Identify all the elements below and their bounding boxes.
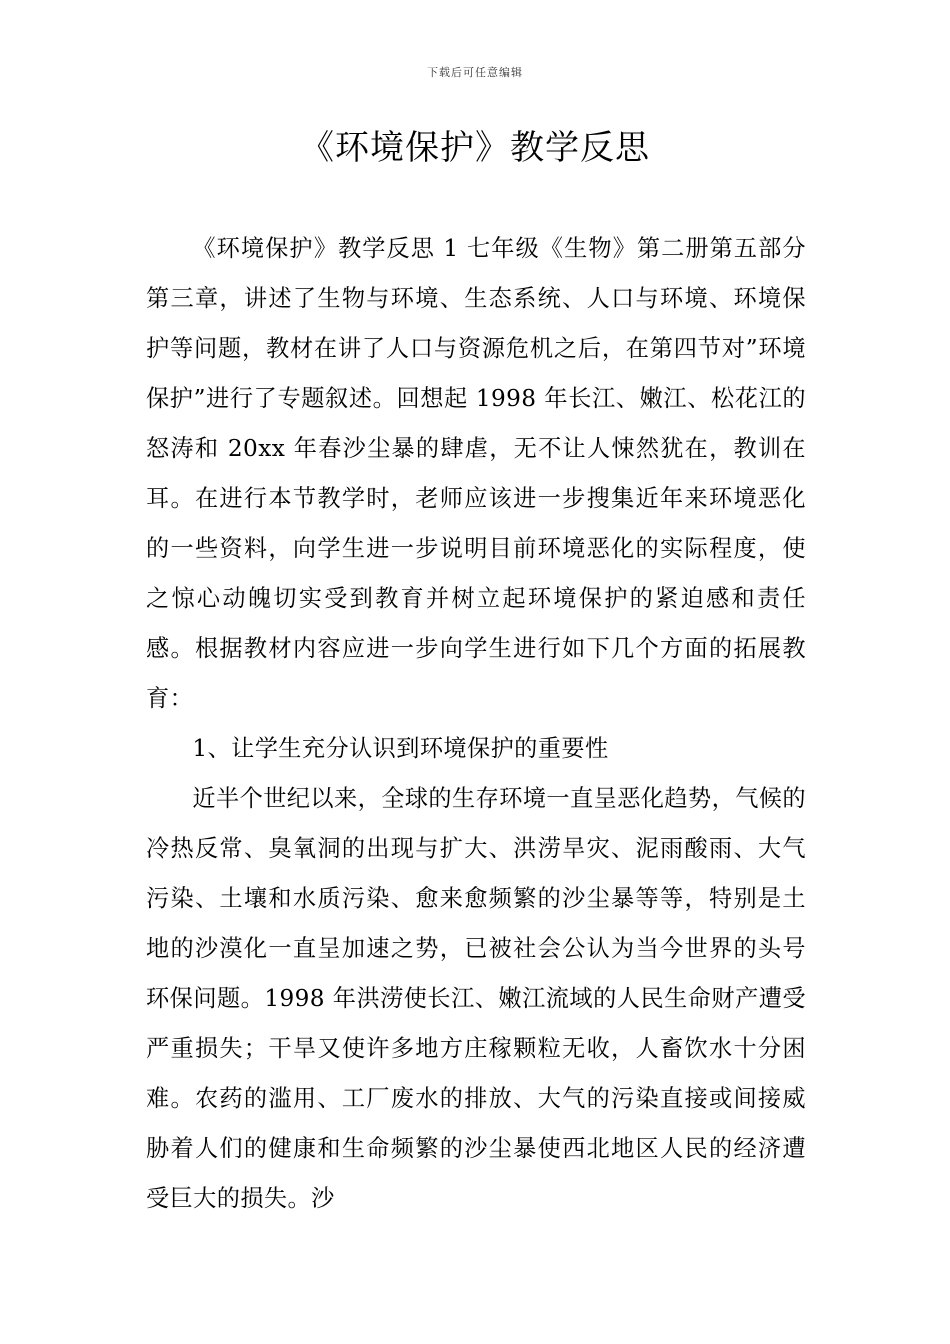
paragraph-environment: 近半个世纪以来，全球的生存环境一直呈恶化趋势，气候的冷热反常、臭氧洞的出现与扩大、洪涝旱灾、泥雨酸雨、大气污染、土壤和水质污染、愈来愈频繁的沙尘暴等等，特别是土地的沙漠化一直呈加速之势，已被社会公认为当今世界的头号环保问题。1998 年洪涝使长江、嫩江流域的人民生命财产遭受严重损失；干旱又使许多地方庄稼颗粒无收，人畜饮水十分困难。农药的滥用、工厂废水的排放、大气的污染直接或间接威胁着人们的健康和生命频繁的沙尘暴使西北地区人民的经济遭受巨大的损失。沙 <box>146 785 806 1212</box>
paragraph-heading-1: 1、让学生充分认识到环境保护的重要性 <box>192 735 609 762</box>
document-title: 《环境保护》教学反思 <box>300 128 650 168</box>
header-note: 下载后可任意编辑 <box>427 66 523 79</box>
paragraph-intro: 《环境保护》教学反思 1 七年级《生物》第二册第五部分第三章，讲述了生物与环境、生态系统、人口与环境、环境保护等问题，教材在讲了人口与资源危机之后，在第四节对”环境保护”进行了专题叙述。回想起 1998 年长江、嫩江、松花江的怒涛和 20xx 年春沙尘暴的肆虐，无不让人悚然犹在，教训在耳。在进行本节教学时，老师应该进一步搜集近年来环境恶化的一些资料，向学生进一步说明目前环境恶化的实际程度，使之惊心动魄切实受到教育并树立起环境保护的紧迫感和责任感。根据教材内容应进一步向学生进行如下几个方面的拓展教育： <box>146 235 806 712</box>
document-body <box>146 224 806 1224</box>
